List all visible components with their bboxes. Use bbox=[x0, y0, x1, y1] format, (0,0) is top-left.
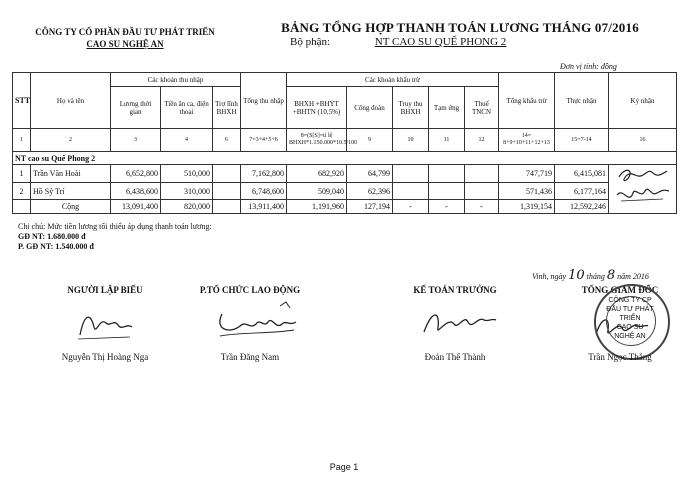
total-label: Cộng bbox=[31, 200, 111, 214]
header-bhxh-back: Truy thu BHXH bbox=[393, 87, 429, 129]
total-income: 13,911,400 bbox=[241, 200, 287, 214]
index-cell: 10 bbox=[393, 129, 429, 152]
total-stt bbox=[13, 200, 31, 214]
row-advance bbox=[429, 165, 465, 183]
signature-cell bbox=[609, 165, 677, 214]
header-advance: Tạm ứng bbox=[429, 87, 465, 129]
row-bhxh-back bbox=[393, 182, 429, 200]
total-salary: 13,091,400 bbox=[111, 200, 161, 214]
note-line-1: Chi chú: Mức tiền lương tối thiểu áp dụng thanh toán lương: bbox=[18, 222, 212, 231]
role-chief-accountant: KẾ TOÁN TRƯỞNG bbox=[413, 285, 497, 295]
notes bbox=[18, 222, 212, 252]
index-cell: 2 bbox=[31, 129, 111, 152]
date-year: năm 2016 bbox=[617, 272, 649, 281]
row-union: 64,799 bbox=[347, 165, 393, 183]
section-label: NT cao su Quế Phong 2 bbox=[13, 152, 677, 165]
handwritten-signatures bbox=[611, 165, 673, 211]
header-deduction-group: Các khoản khấu trừ bbox=[287, 73, 499, 87]
signer-general-director: Trần Ngọc Thắng bbox=[588, 352, 652, 362]
total-tax: - bbox=[465, 200, 499, 214]
labor-dept-signature bbox=[210, 300, 300, 345]
row-total-income: 6,748,600 bbox=[241, 182, 287, 200]
row-total-deduction: 747,719 bbox=[499, 165, 555, 183]
total-insurance: 1,191,960 bbox=[287, 200, 347, 214]
section-row bbox=[13, 152, 677, 165]
stamp-text bbox=[596, 296, 664, 341]
date-month-label: tháng bbox=[586, 272, 605, 281]
index-row bbox=[13, 129, 677, 152]
preparer-signature bbox=[70, 305, 140, 345]
date-line bbox=[532, 268, 649, 283]
department-label: Bộ phận: bbox=[290, 36, 331, 48]
company-line-2: CAO SU NGHỆ AN bbox=[86, 39, 164, 49]
header-signature: Ký nhận bbox=[609, 73, 677, 129]
stamp-line-4: NGHỆ AN bbox=[614, 333, 646, 340]
row-name: Hồ Sỹ Trí bbox=[31, 182, 111, 200]
row-bhxh-back bbox=[393, 165, 429, 183]
stamp-line-3: CAO SU bbox=[616, 324, 644, 331]
row-net-pay: 6,415,081 bbox=[555, 165, 609, 183]
index-cell: 1 bbox=[13, 129, 31, 152]
page-number: Page 1 bbox=[329, 462, 359, 472]
company-line-1: CÔNG TY CỔ PHẦN ĐẦU TƯ PHÁT TRIỂN bbox=[35, 27, 215, 37]
index-cell: 15=7-14 bbox=[555, 129, 609, 152]
index-cell: 16 bbox=[609, 129, 677, 152]
header-net-pay: Thực nhận bbox=[555, 73, 609, 129]
row-salary: 6,438,600 bbox=[111, 182, 161, 200]
stamp-line-1: CÔNG TY CP bbox=[608, 297, 652, 304]
index-cell: 9 bbox=[347, 129, 393, 152]
note-line-2: GĐ NT: 1.680.000 đ bbox=[18, 232, 86, 241]
row-advance bbox=[429, 182, 465, 200]
header-tax: Thuế TNCN bbox=[465, 87, 499, 129]
row-bhxh-pay bbox=[213, 182, 241, 200]
document-title: BẢNG TỔNG HỢP THANH TOÁN LƯƠNG THÁNG 07/2016 bbox=[281, 20, 639, 35]
row-tax bbox=[465, 182, 499, 200]
header-stt: STT bbox=[13, 73, 31, 129]
header-name: Họ và tên bbox=[31, 73, 111, 129]
index-cell: 7=3+4+5+6 bbox=[241, 129, 287, 152]
header-bhxh-pay: Trợ lĩnh BHXH bbox=[213, 87, 241, 129]
row-insurance: 682,920 bbox=[287, 165, 347, 183]
index-cell: 4 bbox=[161, 129, 213, 152]
company-name bbox=[10, 26, 240, 50]
unit-note: Đơn vị tính: đồng bbox=[560, 62, 617, 71]
row-salary: 6,652,800 bbox=[111, 165, 161, 183]
header-union: Công đoàn bbox=[347, 87, 393, 129]
row-union: 62,396 bbox=[347, 182, 393, 200]
total-net-pay: 12,592,246 bbox=[555, 200, 609, 214]
signer-preparer: Nguyễn Thị Hoàng Nga bbox=[61, 352, 149, 362]
chief-accountant-signature bbox=[418, 302, 498, 342]
row-stt: 2 bbox=[13, 182, 31, 200]
row-insurance: 509,040 bbox=[287, 182, 347, 200]
header-total-deduction: Tổng khấu trừ bbox=[499, 73, 555, 129]
index-cell: 6 bbox=[213, 129, 241, 152]
total-bhxh-back: - bbox=[393, 200, 429, 214]
index-cell: 8=(S[S]=tỉ lệ BHXH*1.150.000*10.5/100 bbox=[287, 129, 347, 152]
role-preparer: NGƯỜI LẬP BIỂU bbox=[67, 285, 143, 295]
date-day: 10 bbox=[568, 268, 585, 283]
row-meal: 510,000 bbox=[161, 165, 213, 183]
header-total-income: Tổng thu nhập bbox=[241, 73, 287, 129]
row-bhxh-pay bbox=[213, 165, 241, 183]
row-meal: 310,000 bbox=[161, 182, 213, 200]
total-union: 127,194 bbox=[347, 200, 393, 214]
index-cell: 3 bbox=[111, 129, 161, 152]
role-general-director: TỔNG GIÁM ĐỐC bbox=[581, 285, 659, 295]
department-value: NT CAO SU QUẾ PHONG 2 bbox=[374, 36, 507, 48]
total-bhxh-pay bbox=[213, 200, 241, 214]
row-total-income: 7,162,800 bbox=[241, 165, 287, 183]
table-row bbox=[13, 165, 677, 183]
signer-labor-dept: Trần Đăng Nam bbox=[220, 352, 280, 362]
signer-chief-accountant: Đoàn Thế Thành bbox=[424, 352, 486, 362]
role-labor-dept: P.TỔ CHỨC LAO ĐỘNG bbox=[199, 285, 301, 295]
table-row bbox=[13, 182, 677, 200]
total-meal: 820,000 bbox=[161, 200, 213, 214]
total-deduction: 1,319,154 bbox=[499, 200, 555, 214]
row-name: Trần Văn Hoài bbox=[31, 165, 111, 183]
row-total-deduction: 571,436 bbox=[499, 182, 555, 200]
header-meal-phone: Tiền ăn ca, điện thoại bbox=[161, 87, 213, 129]
header-salary-time: Lương thời gian bbox=[111, 87, 161, 129]
header-insurance: BHXH +BHYT +BHTN (10,5%) bbox=[287, 87, 347, 129]
row-net-pay: 6,177,164 bbox=[555, 182, 609, 200]
row-stt: 1 bbox=[13, 165, 31, 183]
index-cell: 14= 8+9+10+11+12+13 bbox=[499, 129, 555, 152]
total-row bbox=[13, 200, 677, 214]
row-tax bbox=[465, 165, 499, 183]
total-advance: - bbox=[429, 200, 465, 214]
date-month: 8 bbox=[606, 268, 616, 283]
department bbox=[290, 36, 506, 48]
header-income-group: Các khoản thu nhập bbox=[111, 73, 241, 87]
index-cell: 11 bbox=[429, 129, 465, 152]
stamp-line-2: ĐẦU TƯ PHÁT TRIỂN bbox=[606, 306, 654, 322]
date-prefix: Vinh, ngày bbox=[532, 272, 567, 281]
note-line-3: P. GĐ NT: 1.540.000 đ bbox=[18, 242, 94, 251]
payroll-table bbox=[12, 72, 677, 214]
index-cell: 12 bbox=[465, 129, 499, 152]
